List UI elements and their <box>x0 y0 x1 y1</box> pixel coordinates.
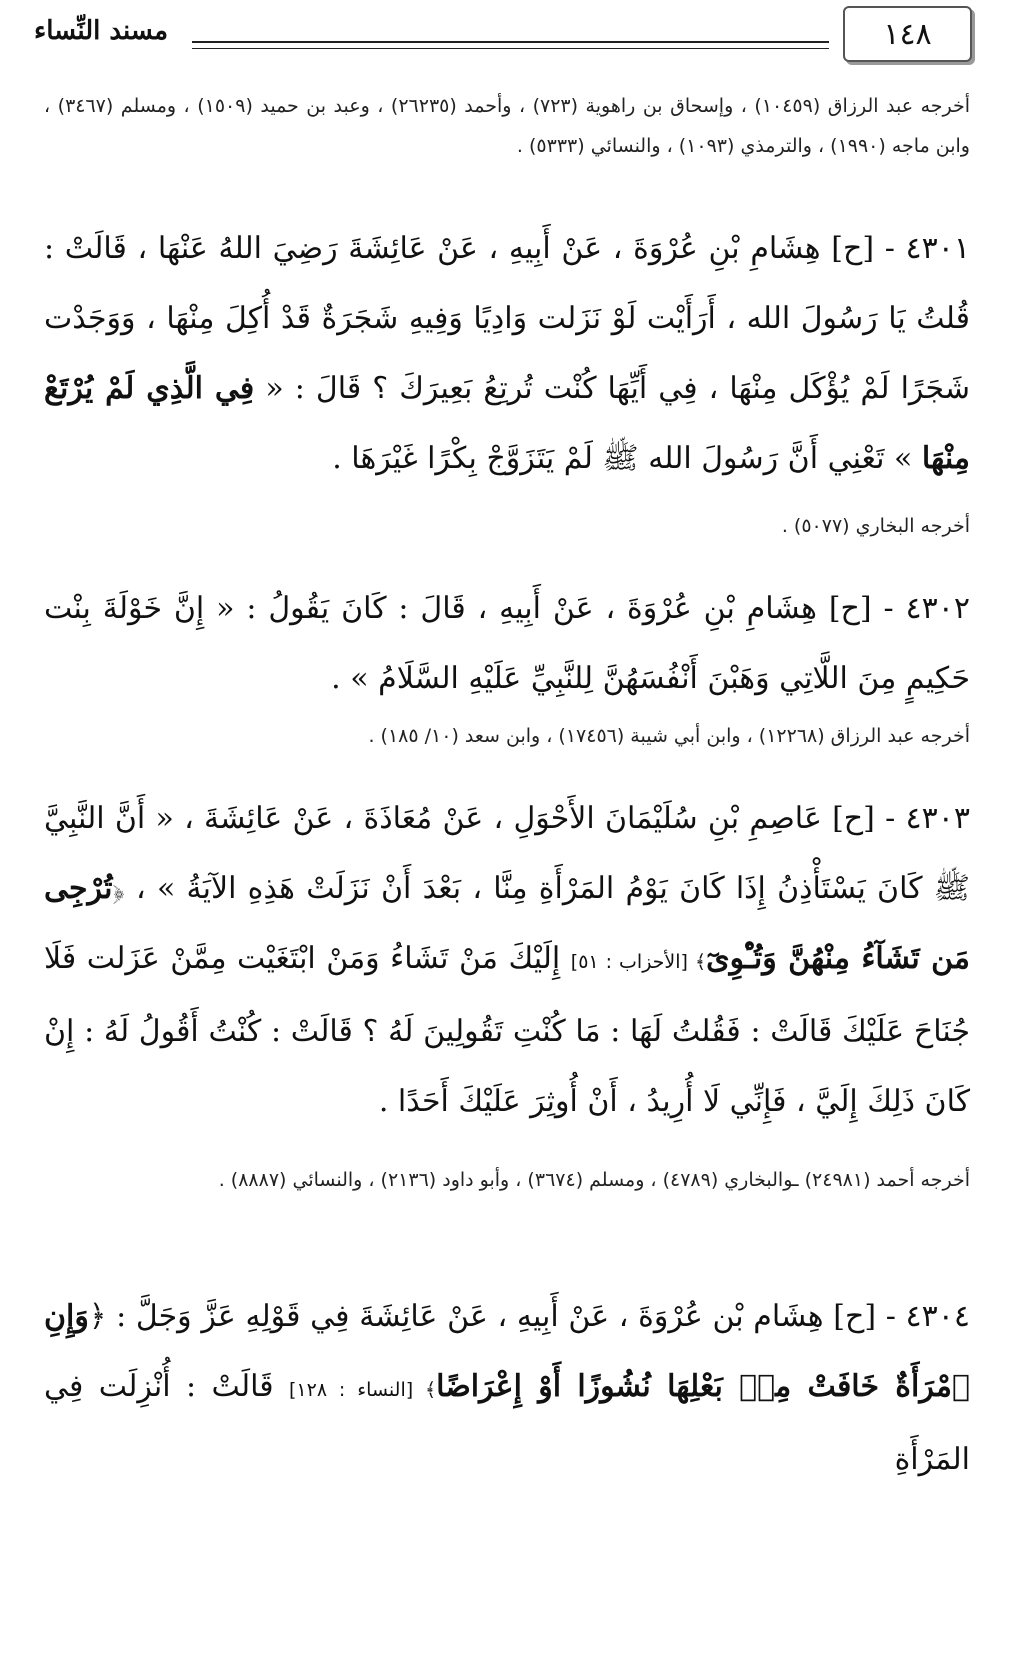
quran-reference: ﴾ [النساء : ١٢٨] <box>288 1379 437 1401</box>
page-number: ١٤٨ <box>883 16 932 52</box>
quran-verse: تُرْجِى مَن تَشَآءُ مِنْهُنَّ وَتُـْٔوِىٓ <box>44 871 971 976</box>
hadith-4303-text: ٤٣٠٣ - [ح] عَاصِمِ بْنِ سُلَيْمَانَ الأَحْوَلِ ، عَنْ مُعَاذَةَ ، عَنْ عَائِشَةَ ، « أَنَّ النَّبِيَّ ﷺ كَانَ يَسْتَأْذِنُ إِذَا كَانَ يَوْمُ المَرْأَةِ مِنَّا ، بَعْدَ أَنْ نَزَلَتْ هَذِهِ الآيَةُ » ، ﴿ <box>44 801 970 906</box>
quran-reference: ﴾ [الأحزاب : ٥١] <box>570 951 707 973</box>
quran-verse: وَإِنِ ٱمْرَأَةٌ خَافَتْ مِنۢ بَعْلِهَا نُشُوزًا أَوْ إِعْرَاضًا <box>44 1299 970 1404</box>
hadith-4301 <box>44 214 970 494</box>
hadith-4304 <box>44 1282 970 1495</box>
hadith-4303 <box>44 784 970 1137</box>
hadith-4302-takhrij: أخرجه عبد الرزاق (١٢٢٦٨) ، وابن أبي شيبة (١٧٤٥٦) ، وابن سعد (١٠/ ١٨٥) . <box>368 725 970 747</box>
hadith-4301-prophet-saying: فِي الَّذِي لَمْ يُرْتَعْ مِنْهَا <box>44 371 970 476</box>
header-rule <box>192 41 829 43</box>
book-title: مسند النِّساء <box>34 16 168 46</box>
hadith-4303-text-end: إِلَيْكَ مَنْ تَشَاءُ وَمَنْ ابْتَغَيْت مِمَّنْ عَزَلت فَلَا جُنَاحَ عَلَيْكَ قَالَتْ : فَقُلتُ لَهَا : مَا كُنْتِ تَقُولِينَ لَهُ ؟ قَالَتْ : كُنْتُ أَقُولُ لَهُ : إِنْ كَانَ ذَلِكَ إِلَيَّ ، فَإِنِّي لَا أُرِيدُ ، أَنْ أُوثِرَ عَلَيْكَ أَحَدًا . <box>44 941 970 1119</box>
page-number-box <box>843 6 972 62</box>
hadith-4304-text: ٤٣٠٤ - [ح] هِشَام بْن عُرْوَةَ ، عَنْ أَبِيهِ ، عَنْ عَائِشَةَ فِي قَوْلِهِ عَزَّ وَجَلَّ : ﴿ <box>88 1299 970 1334</box>
hadith-4301-text: ٤٣٠١ - [ح] هِشَامِ بْنِ عُرْوَةَ ، عَنْ أَبِيهِ ، عَنْ عَائِشَةَ رَضِيَ اللهُ عَنْهَا ، قَالَتْ : قُلتُ يَا رَسُولَ الله ، أَرَأَيْت لَوْ نَزَلت وَادِيًا وَفِيهِ شَجَرَةٌ قَدْ أُكِلَ مِنْهَا ، وَوَجَدْت شَجَرًا لَمْ يُؤْكَل مِنْهَا ، فِي أَيِّهَا كُنْت تُرتِعُ بَعِيرَكَ ؟ قَالَ : « <box>44 231 970 406</box>
header-rule-thin <box>192 48 829 49</box>
hadith-4301-text-end: » تَعْنِي أَنَّ رَسُولَ الله ﷺ لَمْ يَتَزَوَّجْ بِكْرًا غَيْرَهَا . <box>332 441 913 476</box>
footnote-top: أخرجه عبد الرزاق (١٠٤٥٩) ، وإسحاق بن راهوية (٧٢٣) ، وأحمد (٢٦٢٣٥) ، وعبد بن حميد (١٥٠٩) ، ومسلم (٣٤٦٧) ، وابن ماجه (١٩٩٠) ، والترمذي (١٠٩٣) ، والنسائي (٥٣٣٣) . <box>44 95 971 157</box>
hadith-4302: ٤٣٠٢ - [ح] هِشَامِ بْنِ عُرْوَةَ ، عَنْ أَبِيهِ ، قَالَ : كَانَ يَقُولُ : « إِنَّ خَوْلَةَ بِنْت حَكِيمٍ مِنَ اللَّاتِي وَهَبْنَ أَنْفُسَهُنَّ لِلنَّبِيِّ عَلَيْهِ السَّلَامُ » . <box>44 591 970 696</box>
hadith-4303-takhrij: أخرجه أحمد (٢٤٩٨١) ـوالبخاري (٤٧٨٩) ، ومسلم (٣٦٧٤) ، وأبو داود (٢١٣٦) ، والنسائي (٨٨٨٧) . <box>218 1169 970 1191</box>
hadith-4304-text-end: قَالَتْ : أُنْزِلَت فِي المَرْأَةِ <box>44 1369 970 1477</box>
hadith-4301-takhrij: أخرجه البخاري (٥٠٧٧) . <box>781 515 970 537</box>
